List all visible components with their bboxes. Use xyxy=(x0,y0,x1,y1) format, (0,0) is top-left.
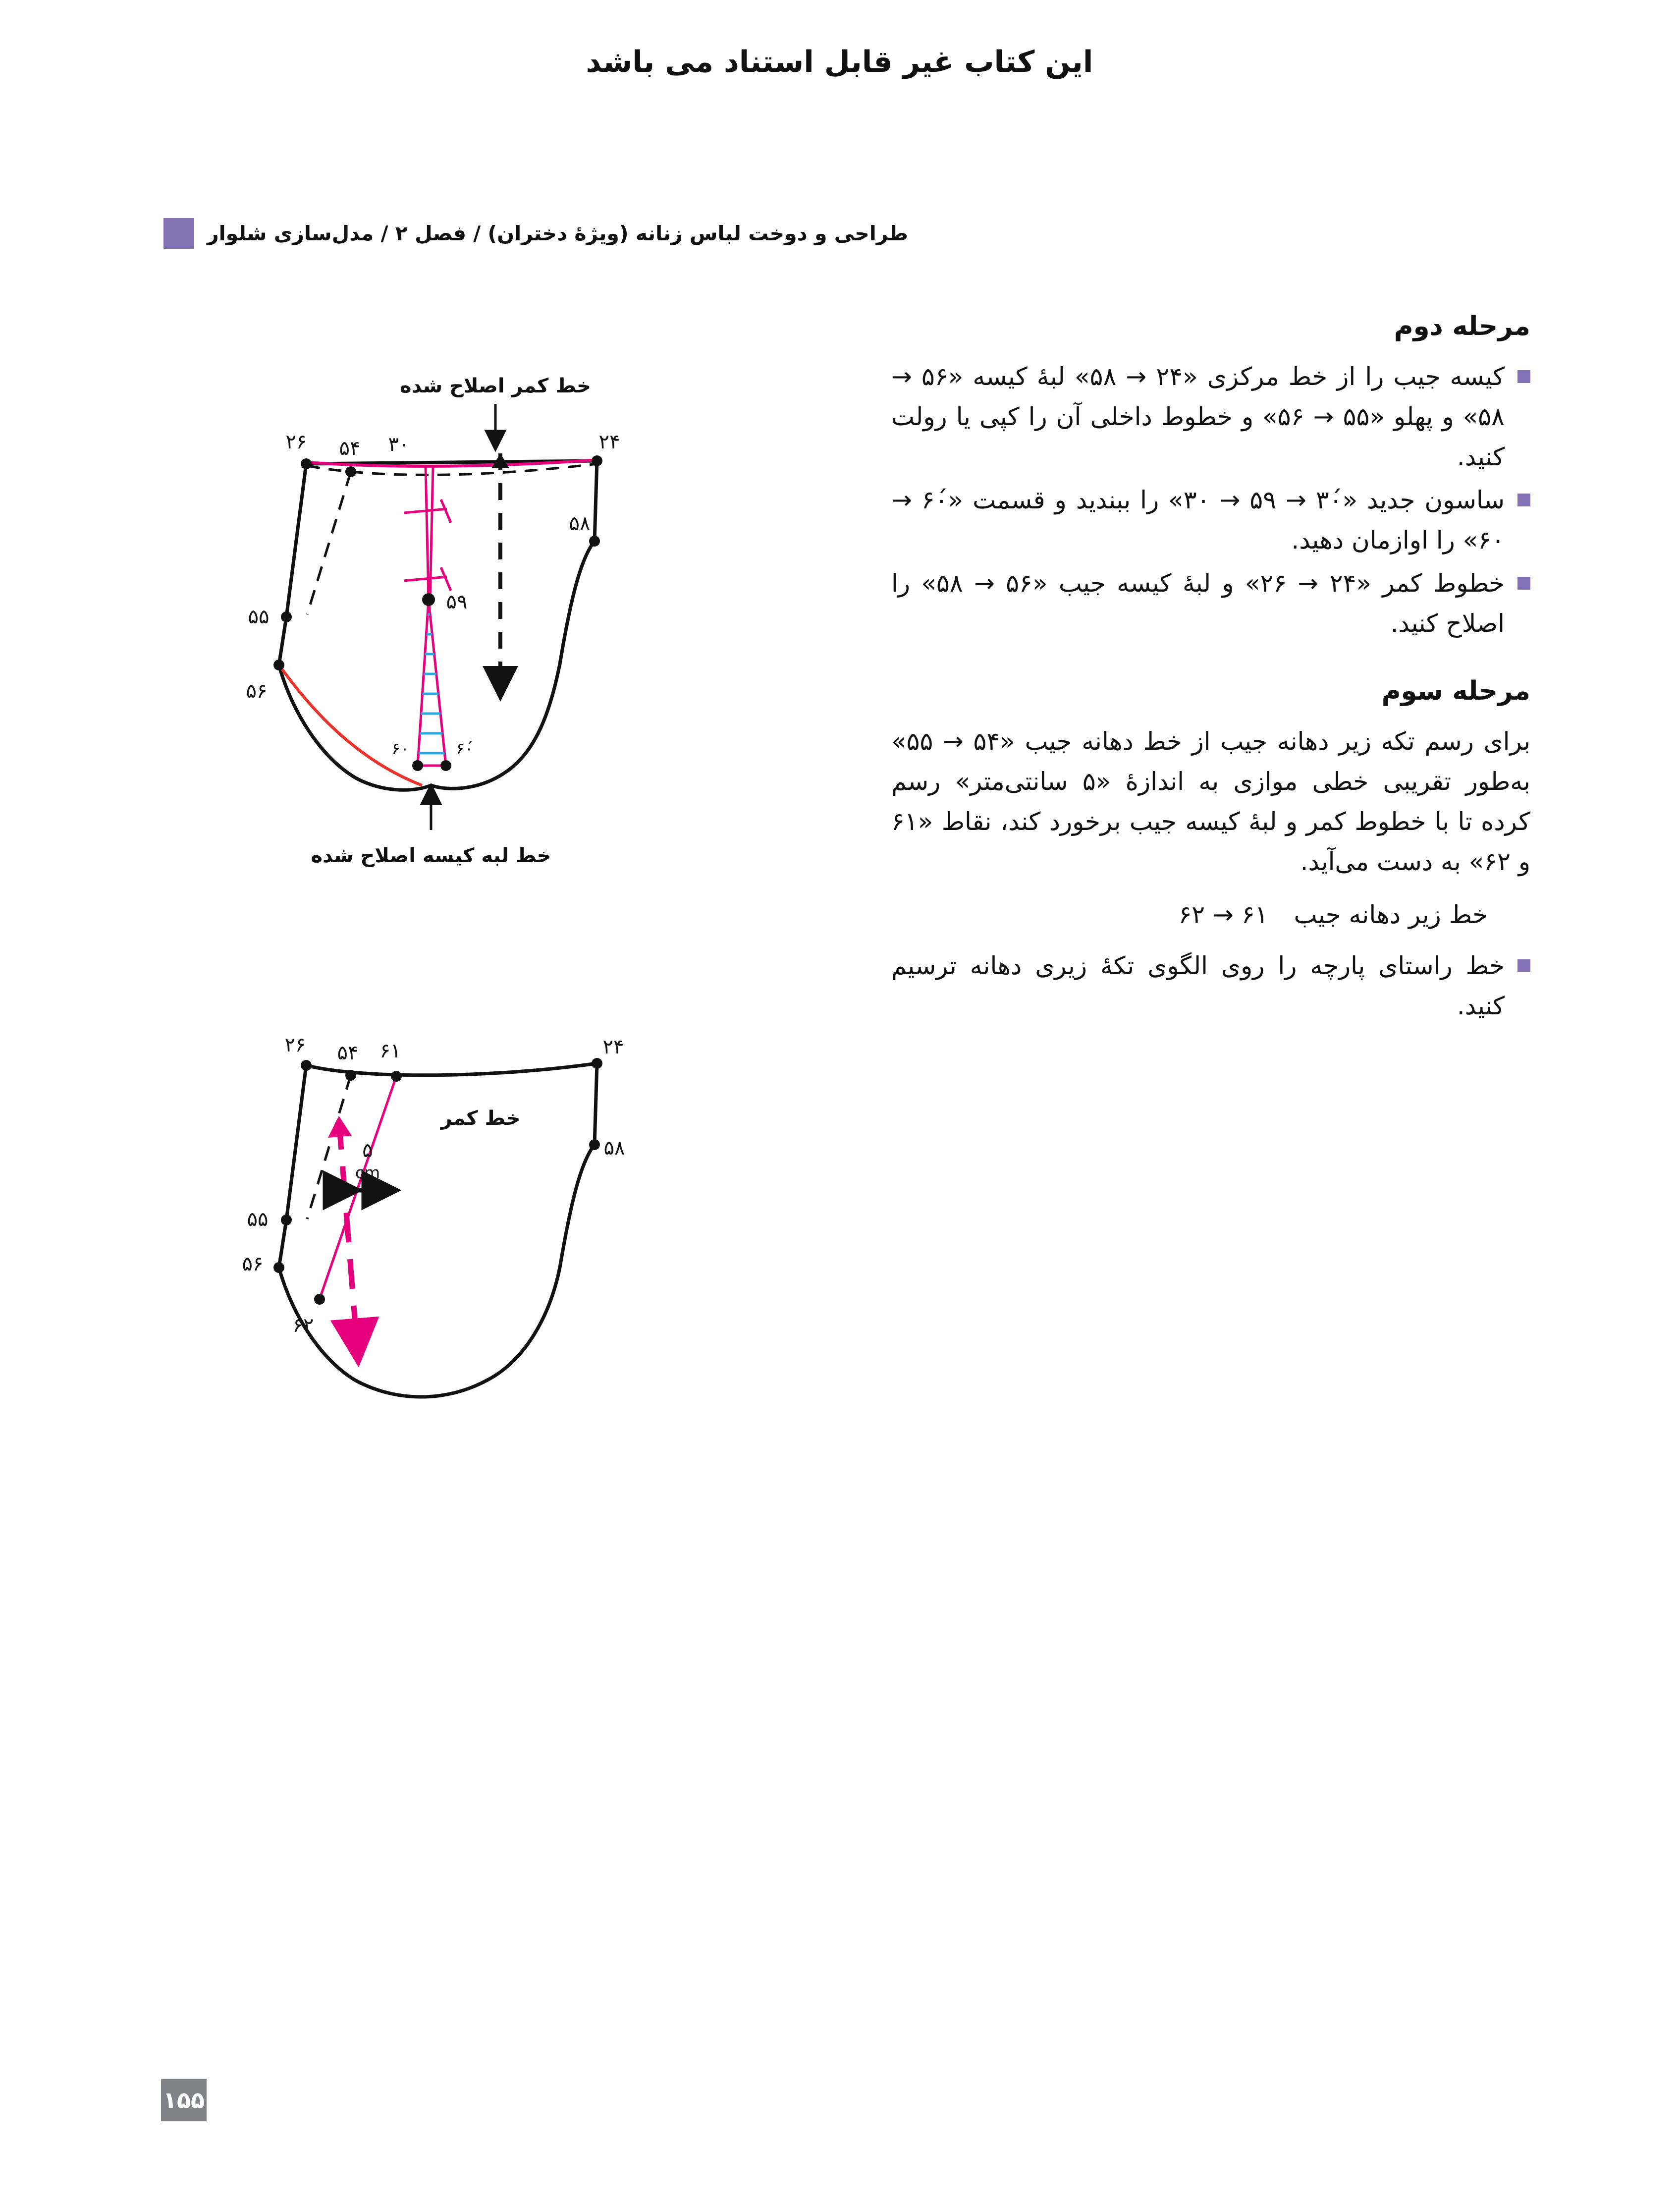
line-note-from: ۶۱ xyxy=(1241,900,1268,929)
instruction-text-column xyxy=(891,310,1530,1029)
list-item-text: خط راستای پارچه را روی الگوی تکهٔ زیری دهانه ترسیم کنید. xyxy=(891,951,1505,1020)
under-pocket-line-61-62 xyxy=(320,1076,396,1299)
list-item-text: خطوط کمر «۲۴ → ۲۶» و لبهٔ کیسه جیب «۵۶ → ۵۸» را اصلاح کنید. xyxy=(891,568,1505,638)
point-dot-56 xyxy=(273,660,284,670)
bullet-square-icon xyxy=(1517,494,1530,506)
line-note-label: خط زیر دهانه جیب xyxy=(1294,900,1488,929)
grainline-arrow-head-up-2 xyxy=(328,1116,352,1138)
measure-unit-label: cm xyxy=(355,1163,380,1182)
stage-three-bullet-list xyxy=(891,946,1530,1026)
pocket-opening-dashed-line xyxy=(307,472,351,614)
point-dot-55-2 xyxy=(281,1215,292,1225)
point-dot-55 xyxy=(281,611,292,622)
point-label-59: ۵۹ xyxy=(446,591,468,613)
notch-mark-lower-a xyxy=(404,577,447,581)
bullet-square-icon xyxy=(1517,959,1530,972)
measure-value-label: ۵ xyxy=(362,1139,373,1162)
point-dot-54-2 xyxy=(345,1070,356,1081)
list-item xyxy=(891,480,1530,560)
diagram-one-caption-bottom: خط لبه کیسه اصلاح شده xyxy=(311,844,551,867)
page-disclaimer: این کتاب غیر قابل استناد می باشد xyxy=(586,45,1093,79)
line-note-to: ۶۲ xyxy=(1178,900,1205,929)
point-dot-24 xyxy=(592,455,602,466)
stage-three-heading: مرحله سوم xyxy=(1381,675,1530,706)
pattern-diagram-stage-three xyxy=(233,1006,758,1442)
point-label-62: ۶۲ xyxy=(292,1314,314,1337)
point-dot-58 xyxy=(589,536,600,547)
diagram-two-svg xyxy=(233,1006,758,1442)
running-head-marker xyxy=(163,218,194,249)
new-dart-triangle xyxy=(418,600,446,766)
bullet-square-icon xyxy=(1517,577,1530,590)
point-dot-60 xyxy=(412,760,423,771)
stage-three-paragraph: برای رسم تکه زیر دهانه جیب از خط دهانه جیب «۵۴ → ۵۵» به‌طور تقریبی خطی موازی به اندازهٔ «۵ سانتی‌متر» رسم کرده تا با خطوط کمر و لبهٔ کیسه جیب برخورد کند، نقاط «۶۱ و ۶۲» به دست می‌آید. xyxy=(891,726,1530,876)
line-note-arrow: → xyxy=(1213,900,1234,929)
corrected-pocket-edge-red-line xyxy=(279,665,422,785)
diagram-one-svg xyxy=(233,367,758,907)
bullet-square-icon xyxy=(1517,370,1530,383)
pattern-center-front-path-2 xyxy=(595,1063,597,1145)
list-item xyxy=(891,563,1530,644)
point-dot-61 xyxy=(391,1071,402,1082)
diagram-two-waist-caption: خط کمر xyxy=(440,1107,521,1130)
point-label-26: ۲۶ xyxy=(285,431,307,453)
list-item-text: کیسه جیب را از خط مرکزی «۲۴ → ۵۸» لبهٔ کیسه «۵۶ → ۵۸» و پهلو «۵۵ → ۵۶» و خطوط داخلی آن را کپی یا رولت کنید. xyxy=(891,362,1505,471)
running-head-label: طراحی و دوخت لباس زنانه (ویژهٔ دختران) / فصل ۲ / مدل‌سازی شلوار xyxy=(207,221,908,245)
point-label-58: ۵۸ xyxy=(569,512,591,535)
point-label-61: ۶۱ xyxy=(379,1040,401,1062)
pocket-opening-dashed-line-2 xyxy=(307,1075,351,1219)
list-item xyxy=(891,946,1530,1026)
diagram-one-caption-top: خط کمر اصلاح شده xyxy=(399,375,592,397)
point-label-55: ۵۵ xyxy=(248,606,270,628)
point-dot-54 xyxy=(345,466,356,477)
point-label-54-2: ۵۴ xyxy=(337,1042,359,1064)
point-label-55-2: ۵۵ xyxy=(247,1208,269,1231)
point-label-30: ۳۰ xyxy=(388,433,410,456)
point-label-56-2: ۵۶ xyxy=(242,1253,264,1275)
point-dot-58-2 xyxy=(589,1139,600,1150)
point-dot-24-2 xyxy=(592,1058,602,1069)
point-dot-56-2 xyxy=(273,1262,284,1273)
point-label-58-2: ۵۸ xyxy=(603,1137,625,1160)
point-dot-60-prime xyxy=(440,760,451,771)
pattern-center-front-path xyxy=(595,461,597,541)
stage-two-heading: مرحله دوم xyxy=(1394,311,1530,341)
point-label-26-2: ۲۶ xyxy=(284,1034,306,1056)
pattern-diagram-stage-two xyxy=(233,367,758,907)
point-label-24: ۲۴ xyxy=(598,431,620,453)
pattern-outline-path-2 xyxy=(279,1065,595,1397)
point-dot-26 xyxy=(301,458,312,469)
point-dot-62 xyxy=(314,1294,325,1305)
point-label-60-prime: ۶۰́ xyxy=(456,739,474,758)
point-label-54: ۵۴ xyxy=(339,437,361,460)
notch-mark-upper-b xyxy=(441,499,451,523)
point-dot-59 xyxy=(422,593,435,606)
page-number-badge: ۱۵۵ xyxy=(161,2079,207,2121)
grainline-arrow-icon-2 xyxy=(339,1120,357,1343)
point-label-56: ۵۶ xyxy=(246,680,268,703)
stage-two-bullet-list xyxy=(891,357,1530,644)
notch-mark-lower-b xyxy=(441,567,451,591)
list-item xyxy=(891,357,1530,477)
point-dot-26-2 xyxy=(301,1060,312,1071)
point-label-60: ۶۰ xyxy=(391,739,409,758)
running-head xyxy=(163,218,908,249)
line-note-row xyxy=(891,895,1530,935)
list-item-text: ساسون جدید «۳۰́ → ۵۹ → ۳۰» را ببندید و قسمت «۶۰́ → ۶۰» را اوازمان دهید. xyxy=(891,485,1505,554)
point-label-24-2: ۲۴ xyxy=(602,1036,624,1058)
